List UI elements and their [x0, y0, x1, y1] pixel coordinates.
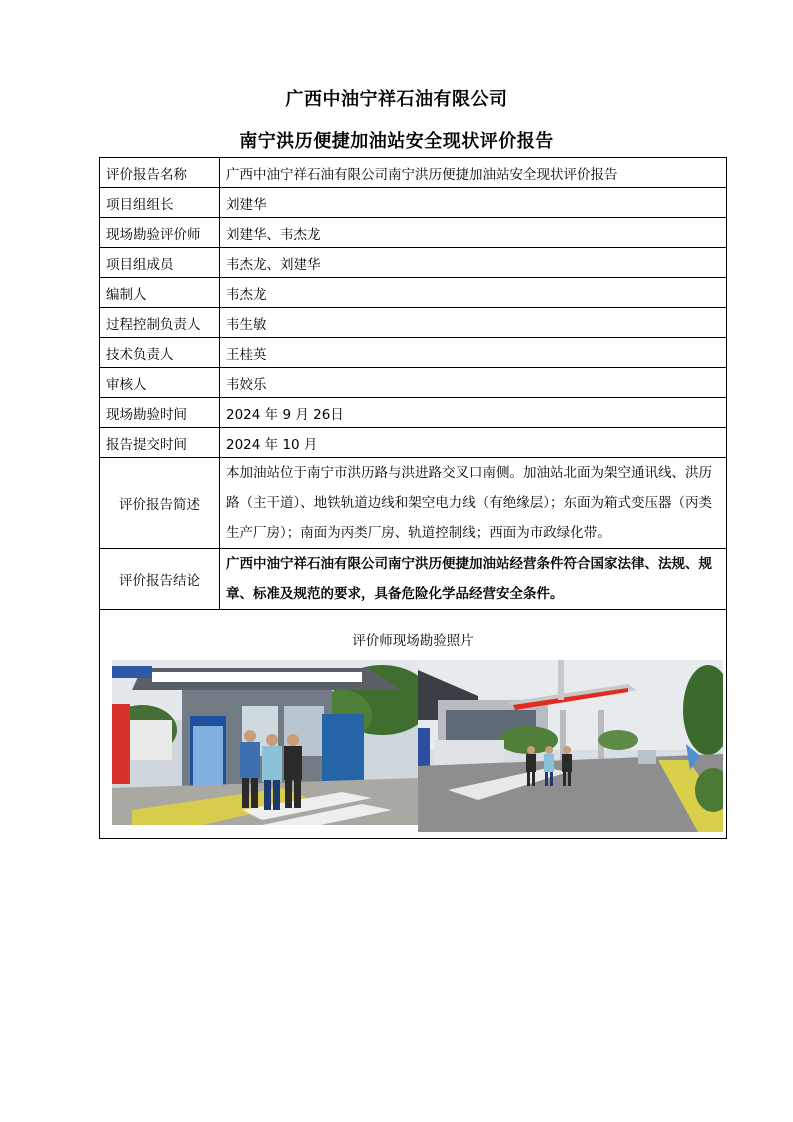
site-photo-store — [112, 660, 418, 832]
row-value: 刘建华 — [220, 188, 727, 218]
table-row — [100, 338, 727, 368]
row-label: 审核人 — [100, 368, 220, 398]
row-value: 刘建华、韦杰龙 — [220, 218, 727, 248]
table-row — [100, 428, 727, 458]
report-title: 南宁洪历便捷加油站安全现状评价报告 — [239, 131, 554, 152]
conclusion-text: 广西中油宁祥石油有限公司南宁洪历便捷加油站经营条件符合国家法律、法规、规章、标准及规范的要求，具备危险化学品经营安全条件。 — [220, 549, 727, 610]
row-label: 项目组成员 — [100, 248, 220, 278]
row-label: 编制人 — [100, 278, 220, 308]
row-value: 2024 年 9 月 26日 — [220, 398, 727, 428]
row-label: 报告提交时间 — [100, 428, 220, 458]
conclusion-row — [100, 549, 727, 610]
photo-strip — [112, 660, 723, 832]
row-value: 广西中油宁祥石油有限公司南宁洪历便捷加油站安全现状评价报告 — [220, 158, 727, 188]
table-row — [100, 158, 727, 188]
row-label: 过程控制负责人 — [100, 308, 220, 338]
row-label: 项目组组长 — [100, 188, 220, 218]
site-photo-forecourt — [418, 660, 723, 832]
row-value: 韦杰龙 — [220, 278, 727, 308]
table-row — [100, 188, 727, 218]
photo-cell — [100, 610, 727, 839]
row-value: 韦生敏 — [220, 308, 727, 338]
table-row — [100, 308, 727, 338]
row-label: 评价报告名称 — [100, 158, 220, 188]
row-value: 2024 年 10 月 — [220, 428, 727, 458]
table-row — [100, 218, 727, 248]
report-info-table — [99, 157, 727, 839]
table-row — [100, 248, 727, 278]
photo-caption: 评价师现场勘验照片 — [352, 632, 474, 649]
company-title: 广西中油宁祥石油有限公司 — [285, 89, 508, 110]
row-label: 现场勘验评价师 — [100, 218, 220, 248]
conclusion-label: 评价报告结论 — [100, 549, 220, 610]
row-value: 韦姣乐 — [220, 368, 727, 398]
table-row — [100, 398, 727, 428]
row-label: 技术负责人 — [100, 338, 220, 368]
photo-row — [100, 610, 727, 839]
summary-row — [100, 458, 727, 549]
row-label: 现场勘验时间 — [100, 398, 220, 428]
row-value: 韦杰龙、刘建华 — [220, 248, 727, 278]
summary-label: 评价报告简述 — [100, 458, 220, 549]
table-row — [100, 278, 727, 308]
summary-text: 本加油站位于南宁市洪历路与洪进路交叉口南侧。加油站北面为架空通讯线、洪历路（主干道）、地铁轨道边线和架空电力线（有绝缘层）；东面为箱式变压器（丙类生产厂房）；南面为丙类厂房、轨道控制线；西面为市政绿化带。 — [220, 458, 727, 549]
row-value: 王桂英 — [220, 338, 727, 368]
table-row — [100, 368, 727, 398]
